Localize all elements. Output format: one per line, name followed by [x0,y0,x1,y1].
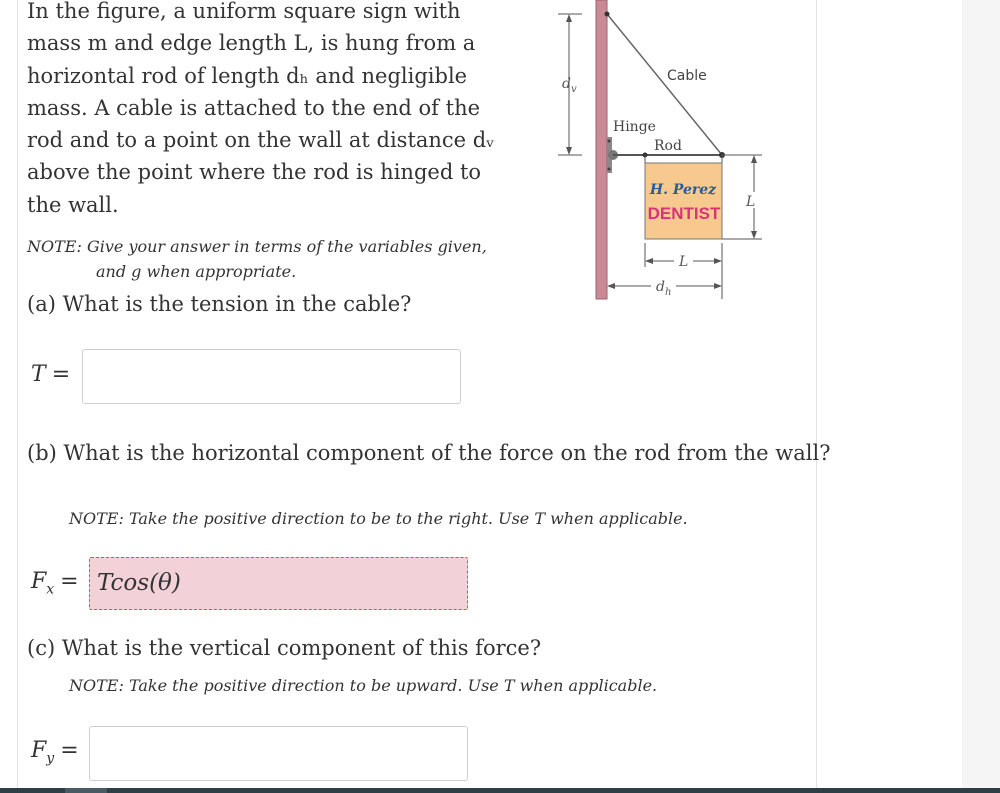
vertical-force-answer-input[interactable] [89,726,468,781]
content-right-border [816,0,817,793]
rod-label: Rod [654,138,682,154]
cable-label: Cable [667,68,707,84]
sign [645,163,722,239]
answer-a-label: T = [31,362,71,387]
L-bottom-label: L [679,254,689,270]
problem-note [27,234,487,284]
question-b-note: NOTE: Take the positive direction to be to the right. Use T when applicable. [69,509,688,528]
bottom-bar-tab [65,788,107,793]
sign-name: H. Perez [649,182,717,198]
wall [596,0,607,299]
L-right-label: L [746,194,756,210]
hinge-label: Hinge [613,119,656,135]
dh-label: $d_h$ [656,279,672,298]
bottom-bar [0,788,1000,793]
horizontal-force-answer-input[interactable]: Tcos(θ) [89,557,468,610]
question-a: (a) What is the tension in the cable? [27,292,412,316]
question-c-note: NOTE: Take the positive direction to be upward. Use T when applicable. [69,676,658,695]
content-left-border [17,0,18,793]
problem-statement: In the figure, a uniform square sign with mass m and edge length L, is hung from a horizontal rod of length dₕ and negligible mass. A cable is attached to the end of the rod and to a point on the wall at distance dᵥ above the point where the rod is hinged to the wall. [27,0,495,217]
question-b: (b) What is the horizontal component of the force on the rod from the wall? [27,441,831,465]
problem-note-line2: and g when appropriate. [96,262,297,281]
L-vertical-dimension [722,155,762,239]
answer-c-label: $F_y$ = [31,738,79,767]
sign-dentist: DENTIST [647,204,721,223]
right-gutter [962,0,1000,793]
question-c: (c) What is the vertical component of this force? [27,636,542,660]
problem-note-line1: NOTE: Give your answer in terms of the variables given, [27,237,487,256]
sign-figure [550,0,790,305]
dv-label: $d_v$ [562,76,577,95]
tension-answer-input[interactable] [82,349,461,404]
answer-b-label: $F_x$ = [31,569,79,598]
